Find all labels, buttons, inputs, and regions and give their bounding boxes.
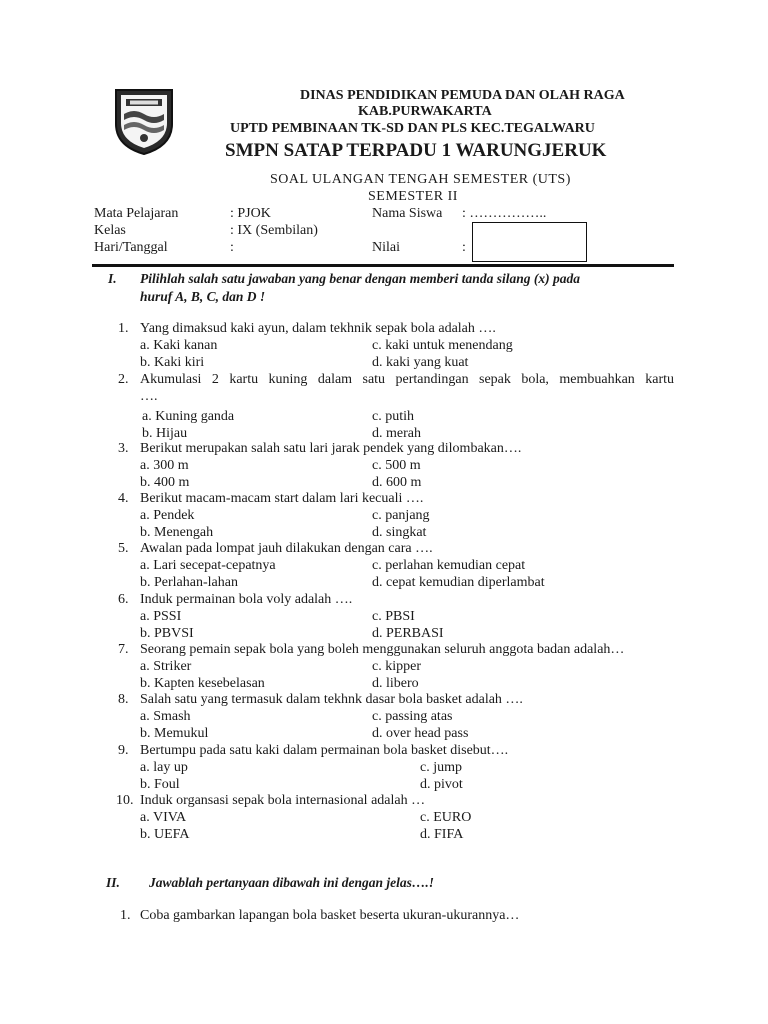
class-value: : IX (Sembilan) — [230, 223, 318, 238]
question-number: 8. — [118, 692, 129, 707]
option-b[interactable]: b. Menengah — [140, 525, 214, 540]
question-text: Berikut merupakan salah satu lari jarak pendek yang dilombakan…. — [140, 441, 522, 456]
score-label: Nilai — [372, 240, 400, 255]
question-number: 2. — [118, 372, 129, 387]
question-text-continued: …. — [140, 389, 158, 404]
option-c[interactable]: c. PBSI — [372, 609, 415, 624]
question-number: 9. — [118, 743, 129, 758]
option-a[interactable]: a. PSSI — [140, 609, 182, 624]
option-d[interactable]: d. libero — [372, 676, 419, 691]
question-text: Induk organsasi sepak bola internasional adalah … — [140, 793, 426, 808]
question-number: 5. — [118, 541, 129, 556]
question-text: Berikut macam-macam start dalam lari kecuali …. — [140, 491, 424, 506]
question-number: 1. — [118, 321, 129, 336]
subject-value: : PJOK — [230, 206, 271, 221]
question-text: Yang dimaksud kaki ayun, dalam tekhnik sepak bola adalah …. — [140, 321, 496, 336]
option-d[interactable]: d. pivot — [420, 777, 463, 792]
question-number: 4. — [118, 491, 129, 506]
option-d[interactable]: d. PERBASI — [372, 626, 444, 641]
question-text: Seorang pemain sepak bola yang boleh menggunakan seluruh anggota badan adalah… — [140, 642, 625, 657]
option-d[interactable]: d. singkat — [372, 525, 427, 540]
question-number: 6. — [118, 592, 129, 607]
section2-instruction: Jawablah pertanyaan dibawah ini dengan jelas….! — [149, 875, 435, 890]
header-agency: DINAS PENDIDIKAN PEMUDA DAN OLAH RAGA — [300, 88, 625, 103]
option-a[interactable]: a. VIVA — [140, 810, 187, 825]
header-regency: KAB.PURWAKARTA — [358, 104, 492, 119]
option-a[interactable]: a. lay up — [140, 760, 188, 775]
option-c[interactable]: c. jump — [420, 760, 462, 775]
option-a[interactable]: a. Kuning ganda — [142, 409, 235, 424]
option-c[interactable]: c. perlahan kemudian cepat — [372, 558, 526, 573]
question-number: 7. — [118, 642, 129, 657]
question-text: Bertumpu pada satu kaki dalam permainan bola basket disebut…. — [140, 743, 509, 758]
score-colon: : — [462, 240, 466, 255]
option-c[interactable]: c. 500 m — [372, 458, 421, 473]
option-c[interactable]: c. putih — [372, 409, 414, 424]
option-d[interactable]: d. cepat kemudian diperlambat — [372, 575, 545, 590]
student-name-field[interactable]: : …………….. — [462, 206, 547, 221]
question-text: Akumulasi 2 kartu kuning dalam satu pertandingan sepak bola, membuahkan kartu — [140, 372, 674, 387]
option-a[interactable]: a. Smash — [140, 709, 191, 724]
option-c[interactable]: c. panjang — [372, 508, 430, 523]
score-box[interactable] — [472, 222, 587, 262]
option-c[interactable]: c. passing atas — [372, 709, 453, 724]
date-label: Hari/Tanggal — [94, 240, 168, 255]
section1-number: I. — [108, 271, 117, 286]
regency-emblem-logo — [112, 84, 176, 156]
exam-semester: SEMESTER II — [368, 189, 458, 204]
option-b[interactable]: b. Foul — [140, 777, 180, 792]
option-b[interactable]: b. UEFA — [140, 827, 190, 842]
option-c[interactable]: c. EURO — [420, 810, 472, 825]
option-a[interactable]: a. Pendek — [140, 508, 195, 523]
student-name-label: Nama Siswa — [372, 206, 443, 221]
option-b[interactable]: b. PBVSI — [140, 626, 194, 641]
essay-question-text: Coba gambarkan lapangan bola basket beserta ukuran-ukurannya… — [140, 908, 520, 923]
option-a[interactable]: a. Kaki kanan — [140, 338, 218, 353]
option-b[interactable]: b. Memukul — [140, 726, 209, 741]
essay-question-number: 1. — [120, 908, 131, 923]
option-b[interactable]: b. Hijau — [142, 426, 188, 441]
subject-label: Mata Pelajaran — [94, 206, 179, 221]
header-divider — [92, 264, 674, 267]
section1-instruction-line2: huruf A, B, C, dan D ! — [140, 289, 266, 304]
exam-title: SOAL ULANGAN TENGAH SEMESTER (UTS) — [270, 172, 571, 187]
header-uptd: UPTD PEMBINAAN TK-SD DAN PLS KEC.TEGALWARU — [230, 121, 595, 136]
option-c[interactable]: c. kipper — [372, 659, 421, 674]
question-number: 3. — [118, 441, 129, 456]
class-label: Kelas — [94, 223, 126, 238]
option-d[interactable]: d. merah — [372, 426, 421, 441]
option-d[interactable]: d. kaki yang kuat — [372, 355, 469, 370]
section1-instruction-line1: Pilihlah salah satu jawaban yang benar dengan memberi tanda silang (x) pada — [140, 271, 580, 286]
option-b[interactable]: b. Perlahan-lahan — [140, 575, 238, 590]
question-text: Induk permainan bola voly adalah …. — [140, 592, 353, 607]
date-value: : — [230, 240, 234, 255]
option-a[interactable]: a. Lari secepat-cepatnya — [140, 558, 276, 573]
section2-number: II. — [106, 875, 120, 890]
question-number: 10. — [116, 793, 134, 808]
option-c[interactable]: c. kaki untuk menendang — [372, 338, 513, 353]
option-d[interactable]: d. over head pass — [372, 726, 469, 741]
question-text: Awalan pada lompat jauh dilakukan dengan cara …. — [140, 541, 433, 556]
option-a[interactable]: a. Striker — [140, 659, 192, 674]
option-a[interactable]: a. 300 m — [140, 458, 189, 473]
option-b[interactable]: b. Kapten kesebelasan — [140, 676, 265, 691]
option-b[interactable]: b. Kaki kiri — [140, 355, 205, 370]
school-name: SMPN SATAP TERPADU 1 WARUNGJERUK — [225, 140, 607, 161]
option-d[interactable]: d. 600 m — [372, 475, 422, 490]
option-b[interactable]: b. 400 m — [140, 475, 190, 490]
option-d[interactable]: d. FIFA — [420, 827, 464, 842]
question-text: Salah satu yang termasuk dalam tekhnk dasar bola basket adalah …. — [140, 692, 523, 707]
